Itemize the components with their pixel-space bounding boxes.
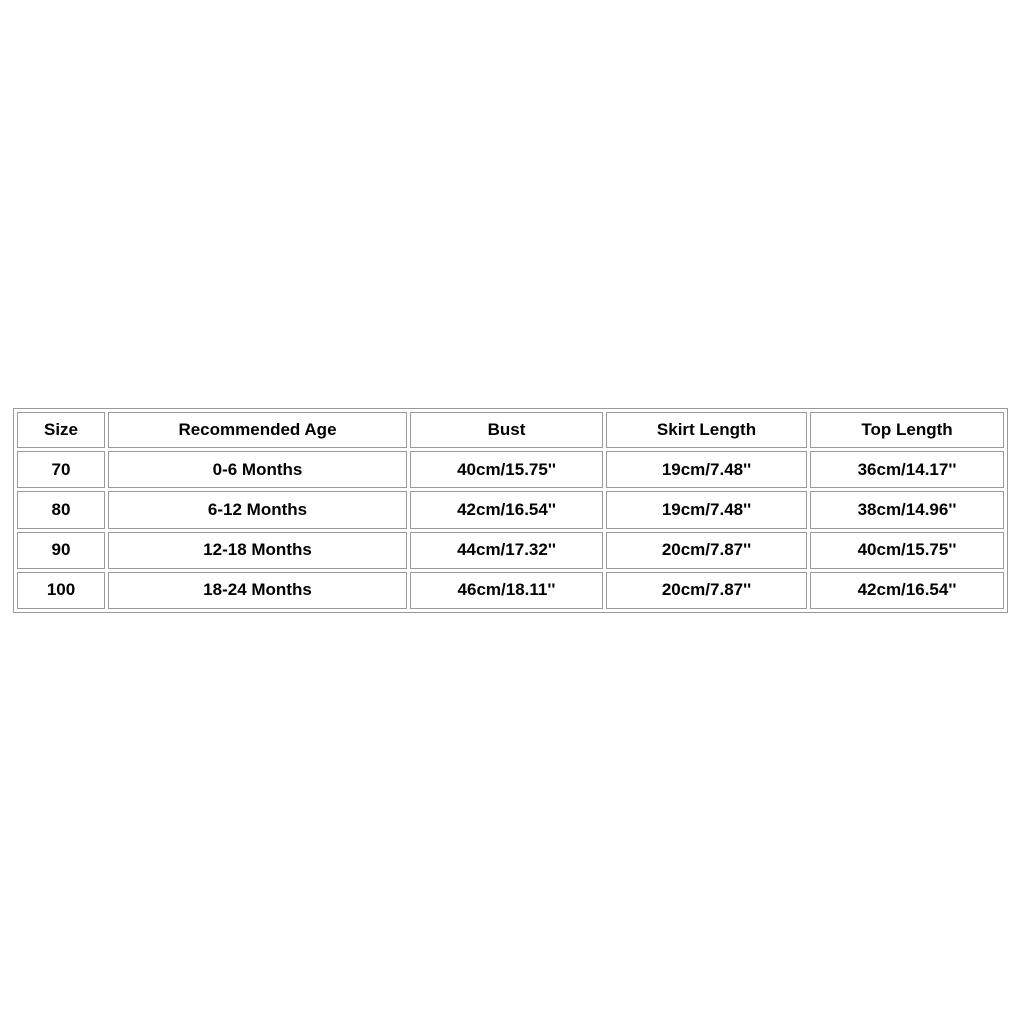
- cell-skirt-length: 19cm/7.48'': [606, 491, 807, 528]
- size-chart: [13, 408, 1008, 613]
- cell-bust: 40cm/15.75'': [410, 451, 603, 488]
- cell-skirt-length: 19cm/7.48'': [606, 451, 807, 488]
- table-row: [17, 532, 1004, 569]
- header-top-length: Top Length: [810, 412, 1004, 448]
- cell-top-length: 36cm/14.17'': [810, 451, 1004, 488]
- size-chart-table: [14, 409, 1007, 612]
- cell-top-length: 42cm/16.54'': [810, 572, 1004, 609]
- cell-top-length: 38cm/14.96'': [810, 491, 1004, 528]
- table-row: [17, 572, 1004, 609]
- cell-bust: 46cm/18.11'': [410, 572, 603, 609]
- cell-recommended-age: 18-24 Months: [108, 572, 407, 609]
- cell-recommended-age: 6-12 Months: [108, 491, 407, 528]
- cell-bust: 42cm/16.54'': [410, 491, 603, 528]
- header-skirt-length: Skirt Length: [606, 412, 807, 448]
- cell-size: 80: [17, 491, 105, 528]
- table-row: [17, 491, 1004, 528]
- cell-skirt-length: 20cm/7.87'': [606, 572, 807, 609]
- header-recommended-age: Recommended Age: [108, 412, 407, 448]
- header-size: Size: [17, 412, 105, 448]
- header-bust: Bust: [410, 412, 603, 448]
- cell-recommended-age: 12-18 Months: [108, 532, 407, 569]
- cell-bust: 44cm/17.32'': [410, 532, 603, 569]
- cell-size: 70: [17, 451, 105, 488]
- cell-top-length: 40cm/15.75'': [810, 532, 1004, 569]
- cell-size: 100: [17, 572, 105, 609]
- header-row: [17, 412, 1004, 448]
- cell-recommended-age: 0-6 Months: [108, 451, 407, 488]
- cell-size: 90: [17, 532, 105, 569]
- cell-skirt-length: 20cm/7.87'': [606, 532, 807, 569]
- table-row: [17, 451, 1004, 488]
